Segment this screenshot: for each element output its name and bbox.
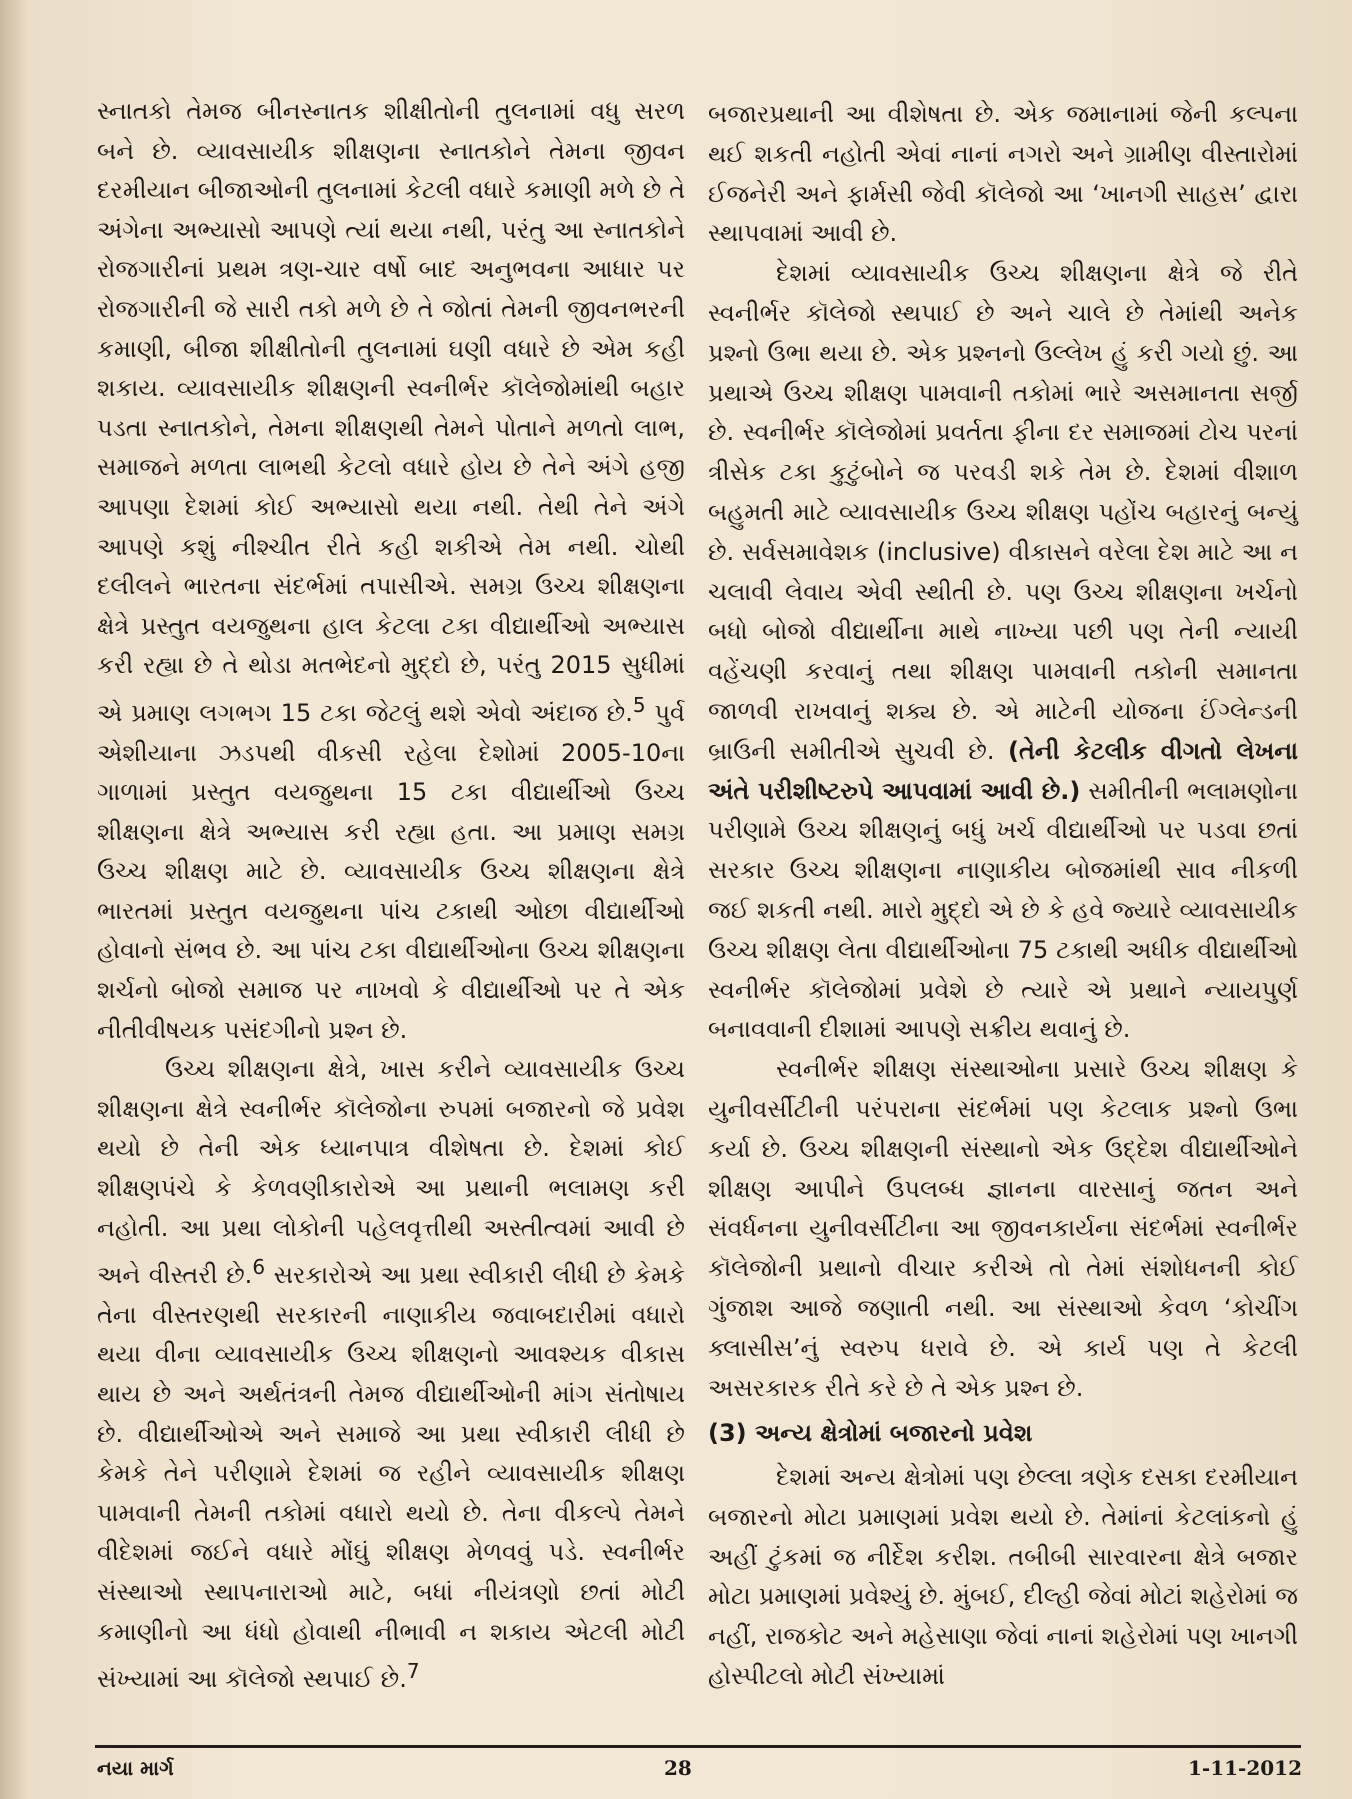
right-paragraph-4: દેશમાં અન્ય ક્ષેત્રોમાં પણ છેલ્લા ત્રણેક દસકા દરમીયાન બજારનો મોટા પ્રમાણમાં પ્રવેશ થયો છે. તેમાંનાં કેટલાંકનો હું અહીં ટુંકમાં જ નીર્દેશ કરીશ. તબીબી સારવારના ક્ષેત્રે બજાર મોટા પ્રમાણમાં પ્રવેશ્યું છે. મુંબઈ, દીલ્હી જેવાં મોટાં શહેરોમાં જ નહીં, રાજકોટ અને મહેસાણા જેવાં નાનાં શહેરોમાં પણ ખાનગી હોસ્પીટલો મોટી સંખ્યામાં (708, 1463, 1298, 1691)
right-paragraph-3: સ્વનીર્ભર શીક્ષણ સંસ્થાઓના પ્રસારે ઉચ્ચ શીક્ષણ કે યુનીવર્સીટીની પરંપરાના સંદર્ભમાં પણ કેટલાક પ્રશ્નો ઉભા કર્યા છે. ઉચ્ચ શીક્ષણની સંસ્થાનો એક ઉદ્દેશ વીદ્યાર્થીઓને શીક્ષણ આપીને ઉપલબ્ધ જ્ઞાનના વારસાનું જતન અને સંવર્ધનના યુનીવર્સીટીના આ જીવનકાર્યના સંદર્ભમાં સ્વનીર્ભર કૉલેજોની પ્રથાનો વીચાર કરીએ તો તેમાં સંશોધનની કોઈ ગુંજાશ આજે જણાતી નથી. આ સંસ્થાઓ કેવળ ‘કોચીંગ ક્લાસીસ’નું સ્વરુપ ધરાવે છે. એ કાર્ય પણ તે કેટલી અસરકારક રીતે કરે છે તે એક પ્રશ્ન છે. (708, 1055, 1298, 1402)
publication-name: નયા માર્ગ (97, 1756, 174, 1780)
footnote-ref-5: 5 (632, 692, 646, 717)
footnote-ref-6: 6 (252, 1255, 266, 1280)
right-paragraph-1: બજારપ્રથાની આ વીશેષતા છે. એક જમાનામાં જેની કલ્પના થઈ શકતી નહોતી એવાં નાનાં નગરો અને ગ્રામીણ વીસ્તારોમાં ઈજનેરી અને ફાર્મસી જેવી કૉલેજો આ ‘ખાનગી સાહસ’ દ્વારા સ્થાપવામાં આવી છે. (708, 100, 1298, 248)
right-paragraph-2: દેશમાં વ્યાવસાયીક ઉચ્ચ શીક્ષણના ક્ષેત્રે જે રીતે સ્વનીર્ભર કૉલેજો સ્થપાઈ છે અને ચાલે છે તેમાંથી અનેક પ્રશ્નો ઉભા થયા છે. એક પ્રશ્નનો ઉલ્લેખ હું કરી ગયો છું. આ પ્રથાએ ઉચ્ચ શીક્ષણ પામવાની તકોમાં ભારે અસમાનતા સર્જી છે. સ્વનીર્ભર કૉલેજોમાં પ્રવર્તતા ફીના દર સમાજમાં ટોચ પરનાં ત્રીસેક ટકા કુટુંબોને જ પરવડી શકે તેમ છે. દેશમાં વીશાળ બહુમતી માટે વ્યાવસાયીક ઉચ્ચ શીક્ષણ પહોંચ બહારનું બન્યું છે. સર્વસમાવેશક (inclusive) વીકાસને વરેલા દેશ માટે આ ન ચલાવી લેવાય એવી સ્થીતી છે. પણ ઉચ્ચ શીક્ષણના ખર્ચનો બધો બોજો વીદ્યાર્થીના માથે નાખ્યા પછી પણ તેની ન્યાયી વહેંચણી કરવાનું તથા શીક્ષણ પામવાની તકોની સમાનતા જાળવી રાખવાનું શક્ય છે. એ માટેની યોજના ઈંગ્લેન્ડની બ્રાઉની સમીતીએ સુચવી છે. (તેની કેટલીક વીગતો લેખના અંતે પરીશીષ્ટરુપે આપવામાં આવી છે.) સમીતીની ભલામણોના પરીણામે ઉચ્ચ શીક્ષણનું બધું ખર્ચ વીદ્યાર્થીઓ પર પડવા છતાં સરકાર ઉચ્ચ શીક્ષણના નાણાકીય બોજમાંથી સાવ નીકળી જઈ શકતી નથી. મારો મુદ્દો એ છે કે હવે જ્યારે વ્યાવસાયીક ઉચ્ચ શીક્ષણ લેતા વીદ્યાર્થીઓના 75 ટકાથી અધીક વીદ્યાર્થીઓ સ્વનીર્ભર કૉલેજોમાં પ્રવેશે છે ત્યારે એ પ્રથાને ન્યાયપુર્ણ બનાવવાની દીશામાં આપણે સક્રીય થવાનું છે. (708, 259, 1298, 1044)
left-column (97, 92, 685, 1700)
appendix-note: (તેની કેટલીક વીગતો લેખના અંતે પરીશીષ્ટરુપે આપવામાં આવી છે.) (708, 736, 1298, 805)
footer-divider (95, 1745, 1301, 1748)
left-paragraph-2: ઉચ્ચ શીક્ષણના ક્ષેત્રે, ખાસ કરીને વ્યાવસાયીક ઉચ્ચ શીક્ષણના ક્ષેત્રે સ્વનીર્ભર કૉલેજોના રુપમાં બજારનો જે પ્રવેશ થયો છે તેની એક ધ્યાનપાત્ર વીશેષતા છે. દેશમાં કોઈ શીક્ષણપંચે કે કેળવણીકારોએ આ પ્રથાની ભલામણ કરી નહોતી. આ પ્રથા લોકોની પહેલવૃત્તીથી અસ્તીત્વમાં આવી છે અને વીસ્તરી છે.$^6$ સરકારોએ આ પ્રથા સ્વીકારી લીધી છે કેમકે તેના વીસ્તરણથી સરકારની નાણાકીય જવાબદારીમાં વધારો થયા વીના વ્યાવસાયીક ઉચ્ચ શીક્ષણનો આવશ્યક વીકાસ થાય છે અને અર્થતંત્રની તેમજ વીદ્યાર્થીઓની માંગ સંતોષાય છે. વીદ્યાર્થીઓએ અને સમાજે આ પ્રથા સ્વીકારી લીધી છે કેમકે તેને પરીણામે દેશમાં જ રહીને વ્યાવસાયીક શીક્ષણ પામવાની તેમની તકોમાં વધારો થયો છે. તેના વીકલ્પે તેમને વીદેશમાં જઈને વધારે મોંઘું શીક્ષણ મેળવવું પડે. સ્વનીર્ભર સંસ્થાઓ સ્થાપનારાઓ માટે, બધાં નીયંત્રણો છતાં મોટી કમાણીનો આ ધંધો હોવાથી નીભાવી ન શકાય એટલી મોટી સંખ્યામાં આ કૉલેજો સ્થપાઈ છે.$^7$ (97, 1055, 685, 1694)
footnote-ref-7: 7 (406, 1659, 420, 1684)
right-column (708, 95, 1298, 1697)
issue-date: 1-11-2012 (1188, 1756, 1303, 1780)
page-number: 28 (664, 1756, 692, 1780)
left-paragraph-1: સ્નાતકો તેમજ બીનસ્નાતક શીક્ષીતોની તુલનામાં વધુ સરળ બને છે. વ્યાવસાયીક શીક્ષણના સ્નાતકોને તેમના જીવન દરમીયાન બીજાઓની તુલનામાં કેટલી વધારે કમાણી મળે છે તે અંગેના અભ્યાસો આપણે ત્યાં થયા નથી, પરંતુ આ સ્નાતકોને રોજગારીનાં પ્રથમ ત્રણ-ચાર વર્ષો બાદ અનુભવના આધાર પર રોજગારીની જે સારી તકો મળે છે તે જોતાં તેમની જીવનભરની કમાણી, બીજા શીક્ષીતોની તુલનામાં ઘણી વધારે છે એમ કહી શકાય. વ્યાવસાયીક શીક્ષણની સ્વનીર્ભર કૉલેજોમાંથી બહાર પડતા સ્નાતકોને, તેમના શીક્ષણથી તેમને પોતાને મળતો લાભ, સમાજને મળતા લાભથી કેટલો વધારે હોય છે તેને અંગે હજી આપણા દેશમાં કોઈ અભ્યાસો થયા નથી. તેથી તેને અંગે આપણે કશું નીશ્ચીત રીતે કહી શકીએ તેમ નથી. ચોથી દલીલને ભારતના સંદર્ભમાં તપાસીએ. સમગ્ર ઉચ્ચ શીક્ષણના ક્ષેત્રે પ્રસ્તુત વયજુથના હાલ કેટલા ટકા વીદ્યાર્થીઓ અભ્યાસ કરી રહ્યા છે તે થોડા મતભેદનો મુદ્દો છે, પરંતુ 2015 સુધીમાં એ પ્રમાણ લગભગ 15 ટકા જેટલું થશે એવો અંદાજ છે.$^5$ પુર્વ એશીયાના ઝડપથી વીકસી રહેલા દેશોમાં 2005-10ના ગાળામાં પ્રસ્તુત વયજુથના 15 ટકા વીદ્યાર્થીઓ ઉચ્ચ શીક્ષણના ક્ષેત્રે અભ્યાસ કરી રહ્યા હતા. આ પ્રમાણ સમગ્ર ઉચ્ચ શીક્ષણ માટે છે. વ્યાવસાયીક ઉચ્ચ શીક્ષણના ક્ષેત્રે ભારતમાં પ્રસ્તુત વયજુથના પાંચ ટકાથી ઓછા વીદ્યાર્થીઓ હોવાનો સંભવ છે. આ પાંચ ટકા વીદ્યાર્થીઓના ઉચ્ચ શીક્ષણના શર્ચનો બોજો સમાજ પર નાખવો કે વીદ્યાર્થીઓ પર તે એક નીતીવીષયક પસંદગીનો પ્રશ્ન છે. (97, 97, 685, 1044)
section-heading: (3) અન્ય ક્ષેત્રોમાં બજારનો પ્રવેશ (708, 1419, 1033, 1448)
page-binding-shadow (0, 0, 28, 1799)
